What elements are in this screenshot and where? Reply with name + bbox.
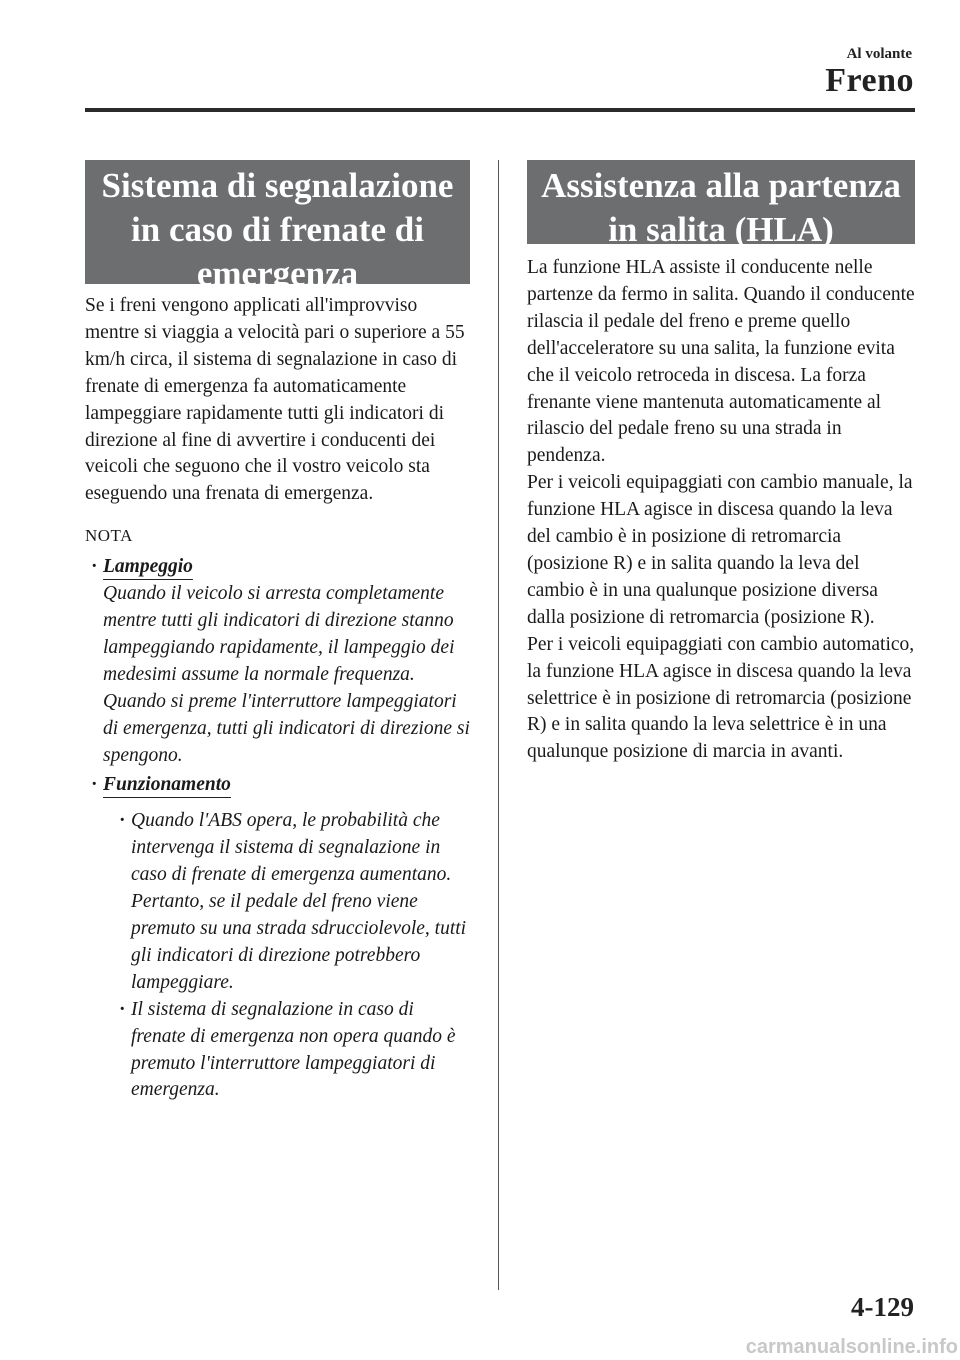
page-number: 4-129 bbox=[851, 1292, 914, 1322]
bullet-dot-icon: · bbox=[119, 998, 126, 1020]
header-chapter: Al volante bbox=[846, 46, 912, 62]
bullet-dot-icon: · bbox=[91, 556, 98, 578]
sub-bullet-item bbox=[115, 808, 470, 996]
column-divider bbox=[498, 160, 499, 1290]
note-bullet-lampeggio bbox=[85, 554, 470, 769]
sub-bullet-text: Quando l'ABS opera, le probabilità che intervenga il sistema di segnalazione in caso di frenate di emergenza aumentano. Pertanto, se il pedale del freno viene premuto su una strada sdrucciolevole, tutti gli indicatori di direzione potrebbero lampeggiare. bbox=[131, 810, 467, 993]
right-paragraph-1: La funzione HLA assiste il conducente nelle partenze da fermo in salita. Quando il conducente rilascia il pedale del freno e preme quello dell'acceleratore su una salita, la funzione evita che il veicolo retroceda in discesa. La forza frenante viene mantenuta automaticamente al rilascio del pedale freno su una strada in pendenza. bbox=[527, 257, 915, 467]
watermark: carmanualsonline.info bbox=[745, 1336, 958, 1358]
sub-bullet-item bbox=[115, 997, 470, 1105]
right-paragraph-2: Per i veicoli equipaggiati con cambio manuale, la funzione HLA agisce in discesa quando la leva del cambio è in posizione di retromarcia (posizione R) e in salita quando la leva del cambio è in una qualunque posizione diversa dalla posizione di retromarcia (posizione R). bbox=[527, 472, 913, 628]
note-bullet-funzionamento bbox=[85, 772, 470, 1105]
left-body-paragraph: Se i freni vengono applicati all'improvviso mentre si viaggia a velocità pari o superiore a 55 km/h circa, il sistema di segnalazione in caso di frenate di emergenza fa automaticamente lampeggiare rapidamente tutti gli indicatori di direzione al fine di avvertire i conducenti dei veicoli che seguono che il vostro veicolo sta eseguendo una frenata di emergenza. bbox=[85, 295, 465, 505]
bullet-dot-icon: · bbox=[119, 810, 126, 832]
right-column bbox=[527, 160, 915, 766]
right-body-paragraph bbox=[527, 255, 915, 766]
bullet-title: Funzionamento bbox=[103, 773, 231, 798]
note-block bbox=[85, 554, 470, 1104]
left-section-title: Sistema di segnalazione in caso di frenate di emergenza bbox=[85, 160, 470, 284]
sub-bullet-list bbox=[103, 808, 470, 1104]
right-section-title: Assistenza alla partenza in salita (HLA) bbox=[527, 160, 915, 244]
bullet-dot-icon: · bbox=[91, 773, 98, 795]
bullet-text: Quando il veicolo si arresta completamente mentre tutti gli indicatori di direzione stanno lampeggiando rapidamente, il lampeggio dei medesimi assume la normale frequenza. Quando si preme l'interruttore lampeggiatori di emergenza, tutti gli indicatori di direzione si spengono. bbox=[103, 583, 470, 766]
left-column bbox=[85, 160, 470, 1104]
bullet-title: Lampeggio bbox=[103, 555, 193, 580]
note-label: NOTA bbox=[85, 526, 133, 546]
header-section: Freno bbox=[825, 62, 914, 99]
sub-bullet-text: Il sistema di segnalazione in caso di frenate di emergenza non opera quando è premuto l'interruttore lampeggiatori di emergenza. bbox=[131, 998, 456, 1101]
right-paragraph-3: Per i veicoli equipaggiati con cambio automatico, la funzione HLA agisce in discesa quando la leva selettrice è in posizione di retromarcia (posizione R) e in salita quando la leva selettrice è in una qualunque posizione di marcia in avanti. bbox=[527, 633, 915, 763]
header-rule bbox=[85, 108, 915, 112]
